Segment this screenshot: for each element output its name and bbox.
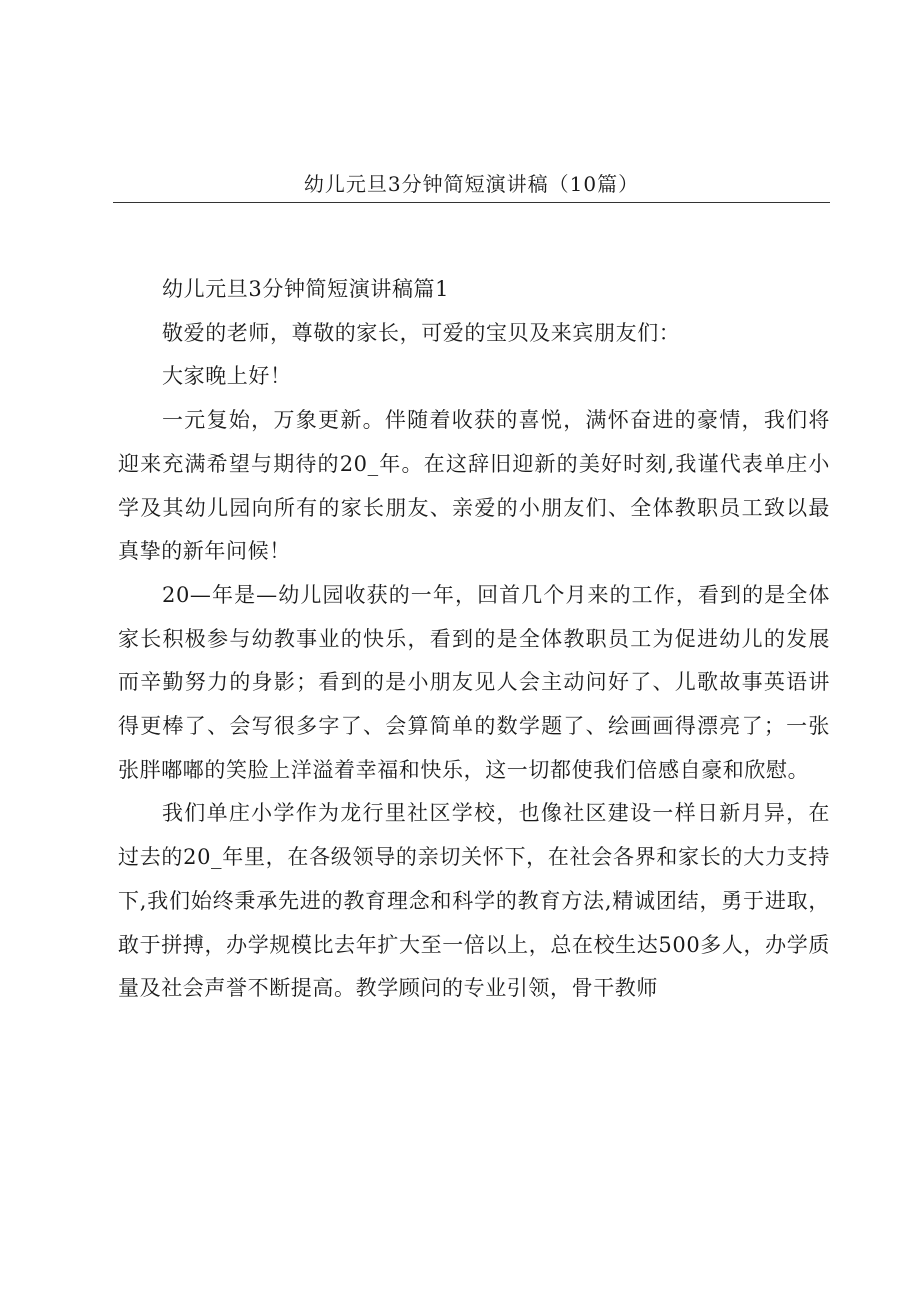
salutation-paragraph: 敬爱的老师，尊敬的家长，可爱的宝贝及来宾朋友们： <box>162 320 681 345</box>
document-title: 幼儿元旦3分钟简短演讲稿（10篇） <box>303 172 640 196</box>
greeting-paragraph: 大家晚上好！ <box>162 364 292 389</box>
body-paragraph: 20—年是—幼儿园收获的一年，回首几个月来的工作，看到的是全体家长积极参与幼教事业的快乐，看到的是全体教职员工为促进幼儿的发展而辛勤努力的身影；看到的是小朋友见人会主动问好了、儿歌故事英语讲得更棒了、会写很多字了、会算简单的数学题了、绘画画得漂亮了；一张张胖嘟嘟的笑脸上洋溢着幸福和快乐，这一切都使我们倍感自豪和欣慰。 <box>118 582 830 782</box>
body-paragraph: 一元复始，万象更新。伴随着收获的喜悦，满怀奋进的豪情，我们将迎来充满希望与期待的20_年。在这辞旧迎新的美好时刻,我谨代表单庄小学及其幼儿园向所有的家长朋友、亲爱的小朋友们、全体教职员工致以最真挚的新年问候！ <box>118 408 830 564</box>
document-body <box>118 268 830 1011</box>
page-header <box>113 168 830 203</box>
body-paragraph: 我们单庄小学作为龙行里社区学校，也像社区建设一样日新月异，在过去的20_年里，在各级领导的亲切关怀下，在社会各界和家长的大力支持下,我们始终秉承先进的教育理念和科学的教育方法,精诚团结，勇于进取，敢于拼搏，办学规模比去年扩大至一倍以上，总在校生达500多人，办学质量及社会声誉不断提高。教学顾问的专业引领，骨干教师 <box>118 801 830 1001</box>
section-heading: 幼儿元旦3分钟简短演讲稿篇1 <box>162 277 450 301</box>
